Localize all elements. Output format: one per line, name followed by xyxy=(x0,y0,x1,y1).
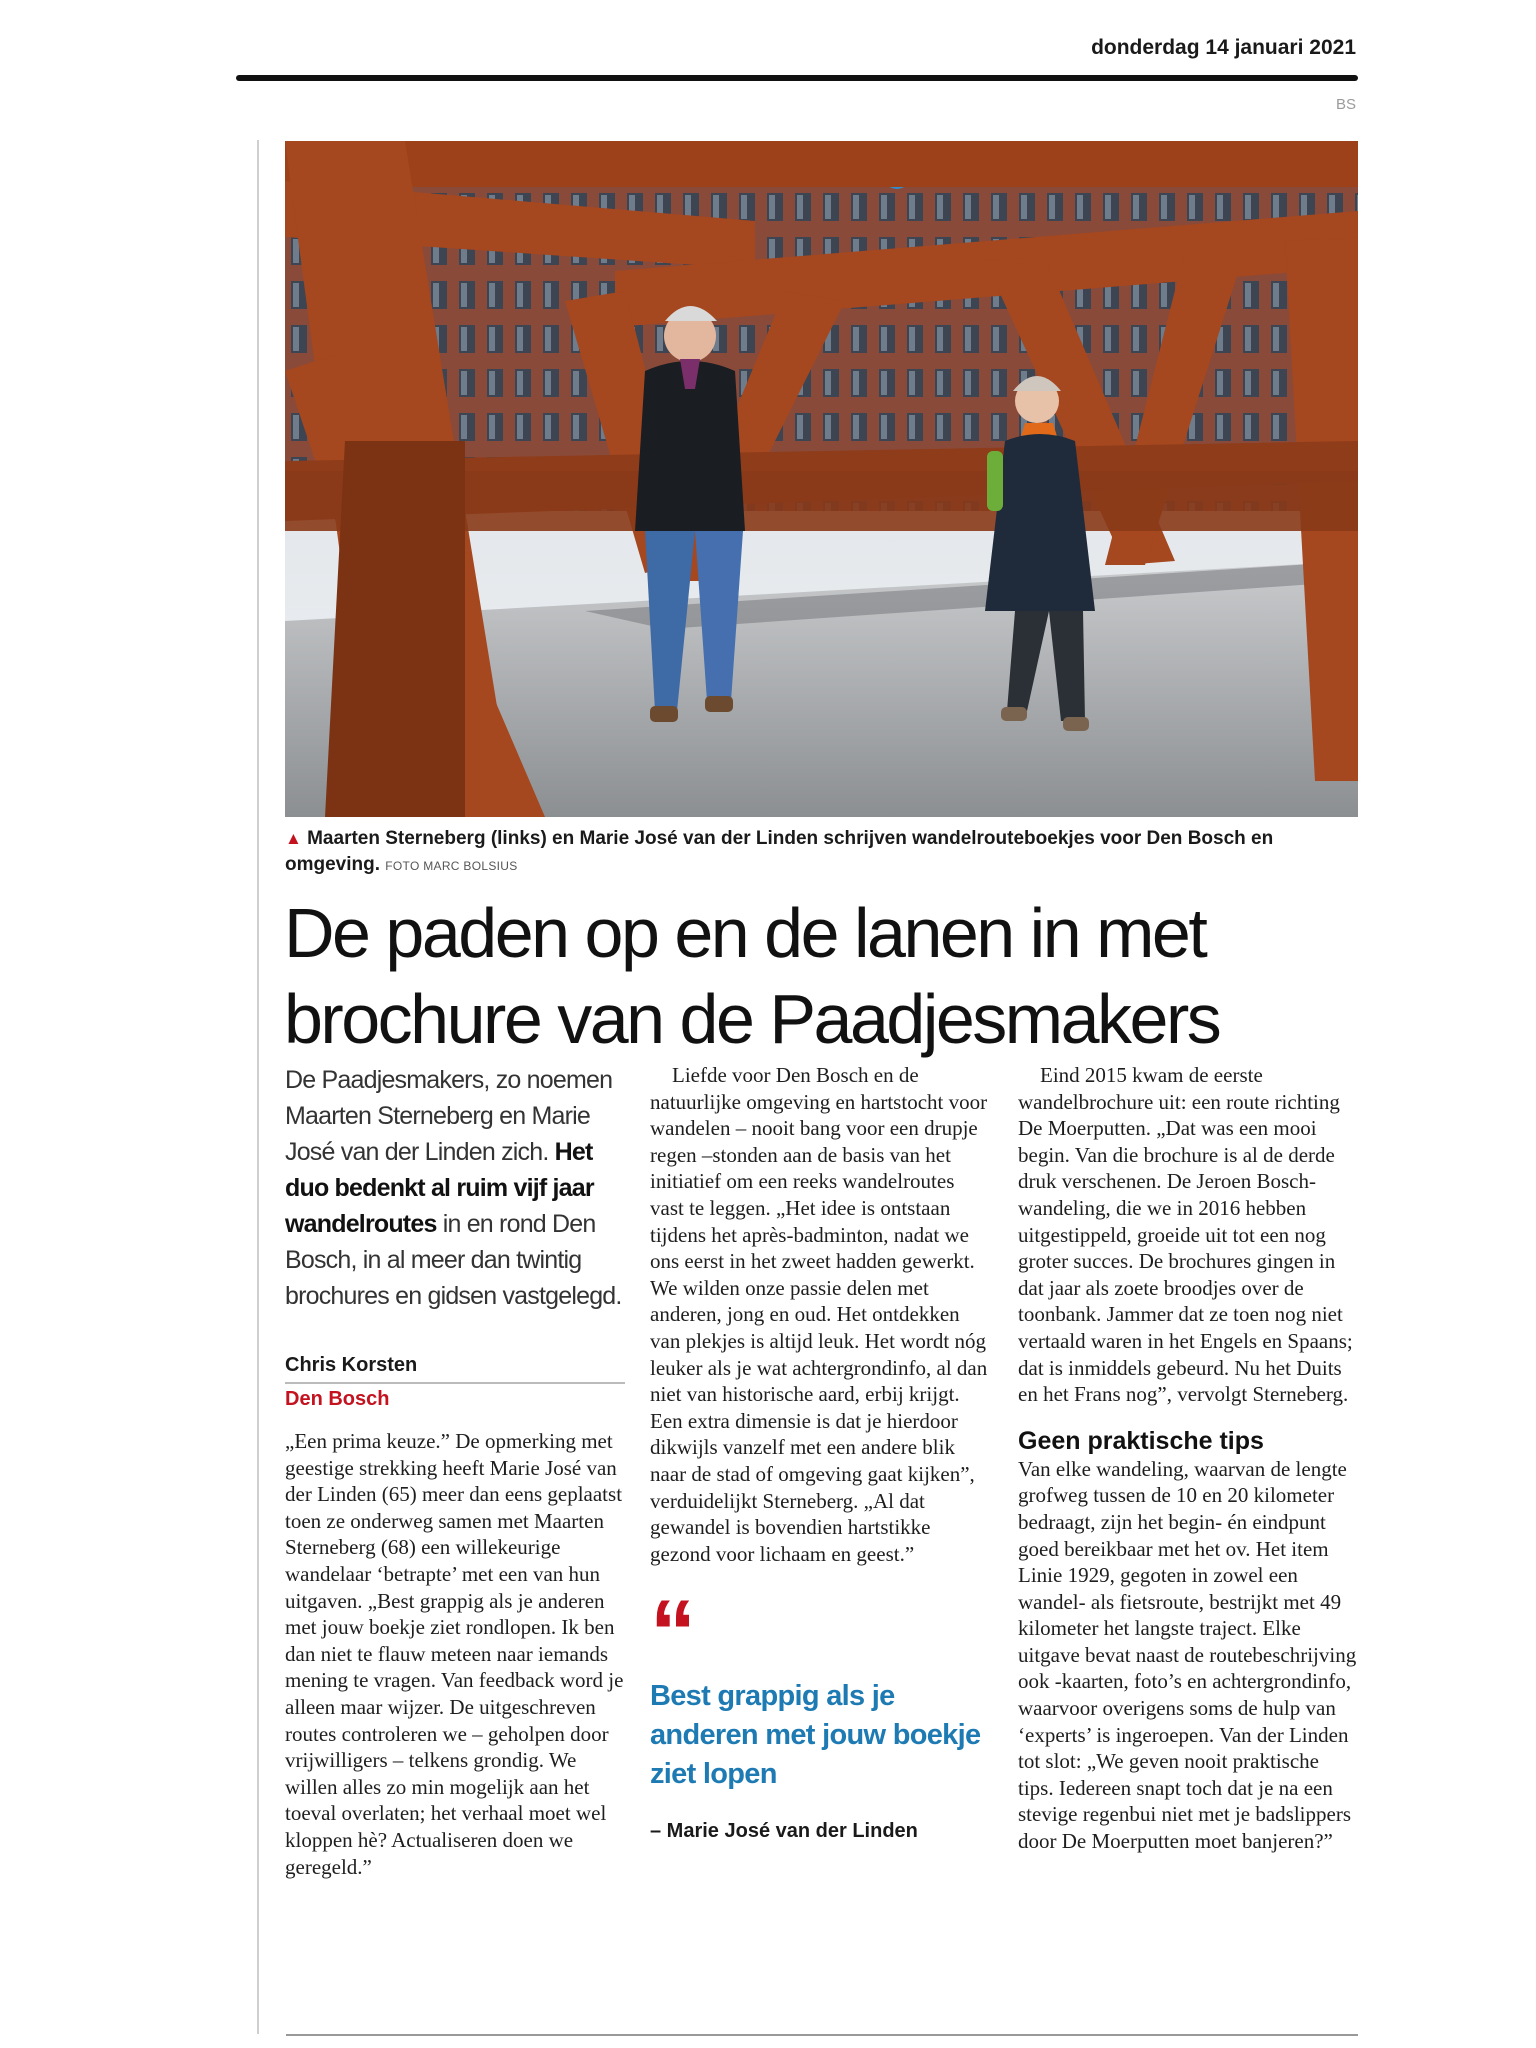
body-paragraph-1: „Een prima keuze.” De opmerking met geestige strekking heeft Marie José van der Linden (65) meer dan eens geplaatst toen ze onderweg samen met Maarten Sterneberg (68) een willekeurige wandelaar ‘betrapte’ met een van hun uitgaven. „Best grappig als je anderen met jouw boekje ziet rondlopen. Ik ben dan niet te flauw meteen naar iemands mening te vragen. Van feedback word je alleen maar wijzer. De uitgeschreven routes controleren we – geholpen door vrijwilligers – telkens grondig. We willen alles zo min mogelijk aan het toeval overlaten; het verhaal moet wel kloppen hè? Actualiseren doen we geregeld.” xyxy=(285,1429,624,1879)
byline-location: Den Bosch xyxy=(285,1388,390,1410)
pull-quote-attribution: – Marie José van der Linden xyxy=(650,1820,918,1843)
body-paragraph-4: Van elke wandeling, waarvan de lengte grofweg tussen de 10 en 20 kilometer bedraagt, zijn het begin- én eindpunt goed bereikbaar met het ov. Het item Linie 1929, gegoten in zowel een wandel- als fietsroute, bestrijkt met 49 kilometer het langste traject. Elke uitgave bevat naast de routebeschrijving ook -kaarten, foto’s en achtergrondinfo, waarvoor overigens soms de hulp van ‘experts’ is ingeroepen. Van der Linden tot slot: „We geven nooit praktische tips. Iedereen snapt toch dat je na een stevige regenbui niet met je badslippers door De Moerputten moet banjeren?” xyxy=(1018,1456,1357,1854)
intro-bold: Het duo bedenkt al ruim vijf jaar wandelroutes xyxy=(285,1138,594,1238)
photo-credit: FOTO MARC BOLSIUS xyxy=(385,859,518,873)
header-rule xyxy=(236,75,1358,81)
article-headline: De paden op en de lanen in met brochure van de Paadjesmakers xyxy=(284,894,1220,1058)
body-paragraph-3: Eind 2015 kwam de eerste wandelbrochure uit: een route richting De Moerputten. „Dat was een mooi begin. Van die brochure is al de derde druk verschenen. De Jeroen Bosch-wandeling, die we in 2016 hebben uitgestippeld, groeide uit tot een nog groter succes. De brochures gingen in dat jaar als zoete broodjes over de toonbank. Jammer dat ze toen nog niet vertaald waren in het Engels en Spaans; dat is inmiddels gebeurd. Nu het Duits en het Frans nog”, vervolgt Sterneberg. xyxy=(1018,1063,1353,1407)
footer-rule xyxy=(286,2034,1358,2036)
publication-date: donderdag 14 januari 2021 xyxy=(1091,36,1356,59)
caption-text: Maarten Sterneberg (links) en Marie José van der Linden schrijven wandelrouteboekjes voor Den Bosch en omgeving. xyxy=(285,828,1274,875)
byline-author: Chris Korsten xyxy=(285,1354,418,1376)
caption-triangle-icon: ▲ xyxy=(285,829,302,848)
pull-quote-text: Best grappig als je anderen met jouw boekje ziet lopen xyxy=(650,1680,981,1791)
article-column-3 xyxy=(1018,1062,1358,1855)
intro-tail: in en rond Den Bosch, in al meer dan twintig brochures en gidsen vastgelegd. xyxy=(285,1210,622,1310)
article-intro xyxy=(285,1062,625,1314)
intro-lead: De Paadjesmakers, zo noemen Maarten Sterneberg en Marie José van der Linden zich. xyxy=(285,1066,613,1166)
article-column-2 xyxy=(650,1062,990,1845)
section-subhead: Geen praktische tips xyxy=(1018,1426,1264,1455)
pull-quote xyxy=(650,1582,990,1845)
edition-code: BS xyxy=(1335,96,1356,113)
body-paragraph-2: Liefde voor Den Bosch en de natuurlijke omgeving en hartstocht voor wandelen – nooit bang voor een drupje regen –stonden aan de basis van het initiatief om een reeks wandelroutes vast te leggen. „Het idee is ontstaan tijdens het après-badminton, nadat we ons eerst in het zweet hadden gewerkt. We wilden onze passie delen met anderen, jong en oud. Het ontdekken van plekjes is altijd leuk. Het wordt nóg leuker als je wat achtergrondinfo, al dan niet van historische aard, erbij krijgt. Een extra dimensie is dat je hierdoor dikwijls vanzelf met een andere blik naar de stad of omgeving gaat kijken”, verduidelijkt Sterneberg. „Al dat gewandel is bovendien hartstikke gezond voor lichaam en geest.” xyxy=(650,1063,988,1566)
bridge-photo-illustration xyxy=(285,141,1358,817)
photo-caption xyxy=(285,826,1358,879)
article-column-1 xyxy=(285,1062,625,1880)
article-photo xyxy=(285,141,1358,817)
page-margin-rule xyxy=(257,140,259,2034)
quote-mark-icon: “ xyxy=(650,1582,688,1685)
